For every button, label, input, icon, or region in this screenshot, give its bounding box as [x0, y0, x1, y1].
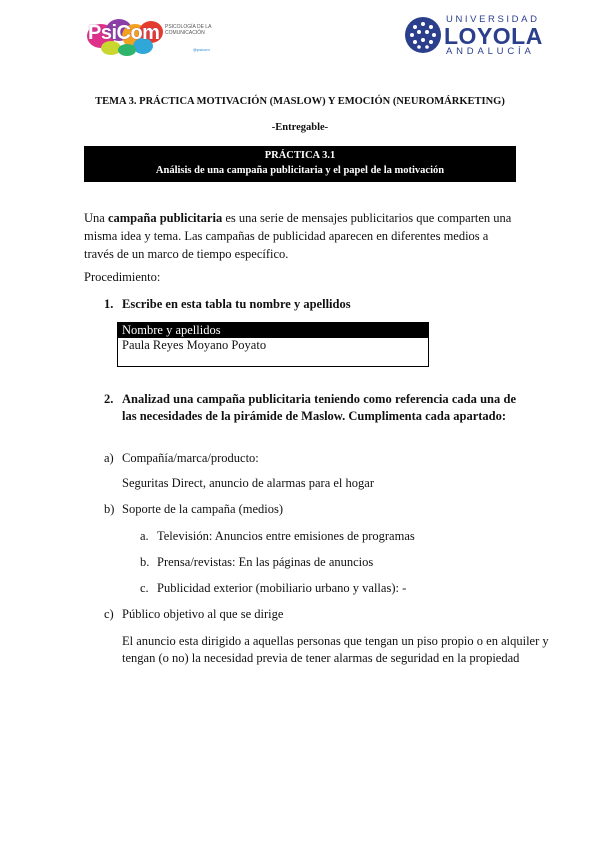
section-a-label: Compañía/marca/producto: [122, 451, 259, 465]
question-2-text: Analizad una campaña publicitaria teniendo como referencia cada una de las necesidades de la pirámide de Maslow. Cumplimenta cada apartado: [122, 392, 516, 423]
section-c-marker: c) [104, 607, 114, 621]
section-b-item-text: Publicidad exterior (mobiliario urbano y vallas): - [157, 581, 407, 595]
loyola-logo [404, 14, 549, 56]
name-table-header: Nombre y apellidos [118, 323, 429, 339]
document-title: TEMA 3. PRÁCTICA MOTIVACIÓN (MASLOW) Y EMOCIÓN (NEUROMÁRKETING) [95, 96, 505, 107]
practice-banner-subtitle: Análisis de una campaña publicitaria y el papel de la motivación [155, 165, 445, 176]
intro-bold-term: campaña publicitaria [107, 211, 223, 225]
loyola-logo-bottom: ANDALUCÍA [446, 46, 535, 57]
psicom-logo-word: PsiCom [88, 22, 160, 44]
section-c-label: Público objetivo al que se dirige [122, 607, 284, 621]
section-a-marker: a) [104, 451, 114, 465]
question-2-number: 2. [104, 392, 114, 406]
intro-lead: Una [84, 211, 105, 225]
name-table [117, 322, 429, 367]
section-b-item-marker: c. [140, 581, 149, 595]
document-subtitle: -Entregable- [271, 122, 329, 133]
section-b-item-marker: a. [140, 529, 149, 543]
section-a-answer: Seguritas Direct, anuncio de alarmas para el hogar [122, 476, 374, 490]
psicom-logo [85, 14, 220, 58]
practice-banner-title: PRÁCTICA 3.1 [264, 150, 336, 161]
section-c-answer: El anuncio esta dirigido a aquellas personas que tengan un piso propio o en alquiler y tengan (o no) la necesidad previa de tener alarmas de seguridad en la propiedad [122, 634, 549, 665]
question-1-number: 1. [104, 297, 114, 311]
intro-rest: es una serie de mensajes publicitarios que comparten una misma idea y tema. Las campañas de publicidad aparecen en diferentes medios a través de un marco de tiempo específico. [84, 211, 512, 261]
psicom-logo-handle: @psicom [193, 47, 210, 52]
section-b-item-text: Televisión: Anuncios entre emisiones de programas [157, 529, 415, 543]
section-b-item-marker: b. [140, 555, 150, 569]
loyola-logo-main: LOYOLA [444, 23, 543, 49]
question-1-text: Escribe en esta tabla tu nombre y apellidos [122, 297, 351, 311]
loyola-logo-top: UNIVERSIDAD [446, 14, 540, 25]
practice-banner [84, 146, 516, 182]
psicom-logo-subtitle: PSICOLOGÍA DE LA COMUNICACIÓN [165, 24, 212, 36]
section-b-label: Soporte de la campaña (medios) [122, 502, 284, 516]
intro-paragraph [84, 209, 516, 263]
section-b-item-text: Prensa/revistas: En las páginas de anuncios [157, 555, 374, 569]
university-globe-icon [404, 16, 442, 54]
procedure-label: Procedimiento: [84, 270, 161, 284]
name-table-value[interactable]: Paula Reyes Moyano Poyato [122, 338, 267, 352]
section-b-marker: b) [104, 502, 115, 516]
